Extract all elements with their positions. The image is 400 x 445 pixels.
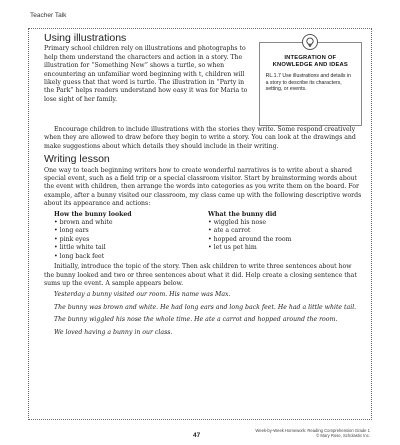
list-item: • long ears xyxy=(54,227,208,235)
page-number: 47 xyxy=(193,432,201,439)
sample-line: The bunny wiggled his nose the whole time. He ate a carrot and hopped around the room. xyxy=(54,316,338,324)
list-item: • little white tail xyxy=(54,244,208,252)
section1-row xyxy=(44,34,362,126)
list-item: • ate a carrot xyxy=(208,227,362,235)
section1-paragraph1: Primary school children rely on illustrations and photographs to help them understand the characters and action in a story. The illustration for “Something New” shows a turtle, so when encountering an unfamiliar word beginning with t, children will likely guess that that word is turtle. The illustration in “Party in the Park” helps readers understand how easy it was for Maria to lose sight of her family. xyxy=(44,45,248,103)
bunny-lists xyxy=(54,211,362,261)
did-list xyxy=(208,211,362,261)
sample-line: The bunny was brown and white. He had long ears and long back feet. He had a little white tail. xyxy=(54,303,357,311)
credit-line2: © Mary Rose, Scholastic Inc. xyxy=(316,433,370,438)
list-item: • brown and white xyxy=(54,219,208,227)
did-list-heading: What the bunny did xyxy=(208,210,277,218)
section1-paragraph2: Encourage children to include illustrations with the stories they write. Some respond creatively when they are allowed to draw before they begin to write a story. You can look at the drawings and make suggestions about which details they should include in their writing. xyxy=(44,126,356,150)
page-content xyxy=(44,34,362,341)
looked-list-heading: How the bunny looked xyxy=(54,210,132,218)
sample-line: We loved having a bunny in our class. xyxy=(54,328,173,336)
sample-story xyxy=(54,291,362,337)
lightbulb-icon xyxy=(302,34,318,50)
list-item: • hopped around the room xyxy=(208,236,362,244)
standards-sidebar xyxy=(259,42,362,126)
looked-list xyxy=(54,211,208,261)
sidebar-title-line2: KNOWLEDGE AND IDEAS xyxy=(272,62,348,68)
section2 xyxy=(44,155,362,337)
credit-line1: Week-by-Week Homework: Reading Comprehension Grade 1 xyxy=(255,428,370,433)
credit-line xyxy=(255,428,370,438)
section1-main xyxy=(44,34,251,126)
section2-paragraph1: One way to teach beginning writers how to create wonderful narratives is to write about a shared special event, such as a field trip or a special classroom visitor. Start by brainstorming words about the event with children, then arrange the words into categories as you write them on the board. For example, after a bunny visited our classroom, my class came up with the following descriptive words about its appearance and actions: xyxy=(44,166,362,208)
sidebar-title xyxy=(266,55,355,69)
list-item: • long back feet xyxy=(54,253,208,261)
section2-paragraph2: Initially, introduce the topic of the story. Then ask children to write three sentences about how the bunny looked and two or three sentences about what it did. Help create a closing sentence that sums up the event. A sample appears below. xyxy=(44,263,357,287)
running-header: Teacher Talk xyxy=(30,12,67,19)
list-item: • pink eyes xyxy=(54,236,208,244)
sidebar-title-line1: INTEGRATION OF xyxy=(284,55,337,61)
list-item: • wiggled his nose xyxy=(208,219,362,227)
section1-heading: Using illustrations xyxy=(44,32,127,44)
sidebar-standard: RL.1.7 Use illustrations and details in a story to describe its characters, setting, or events. xyxy=(265,73,351,93)
list-item: • let us pet him xyxy=(208,244,362,252)
sample-line: Yesterday a bunny visited our room. His name was Max. xyxy=(54,291,231,299)
section2-heading: Writing lesson xyxy=(44,153,110,166)
